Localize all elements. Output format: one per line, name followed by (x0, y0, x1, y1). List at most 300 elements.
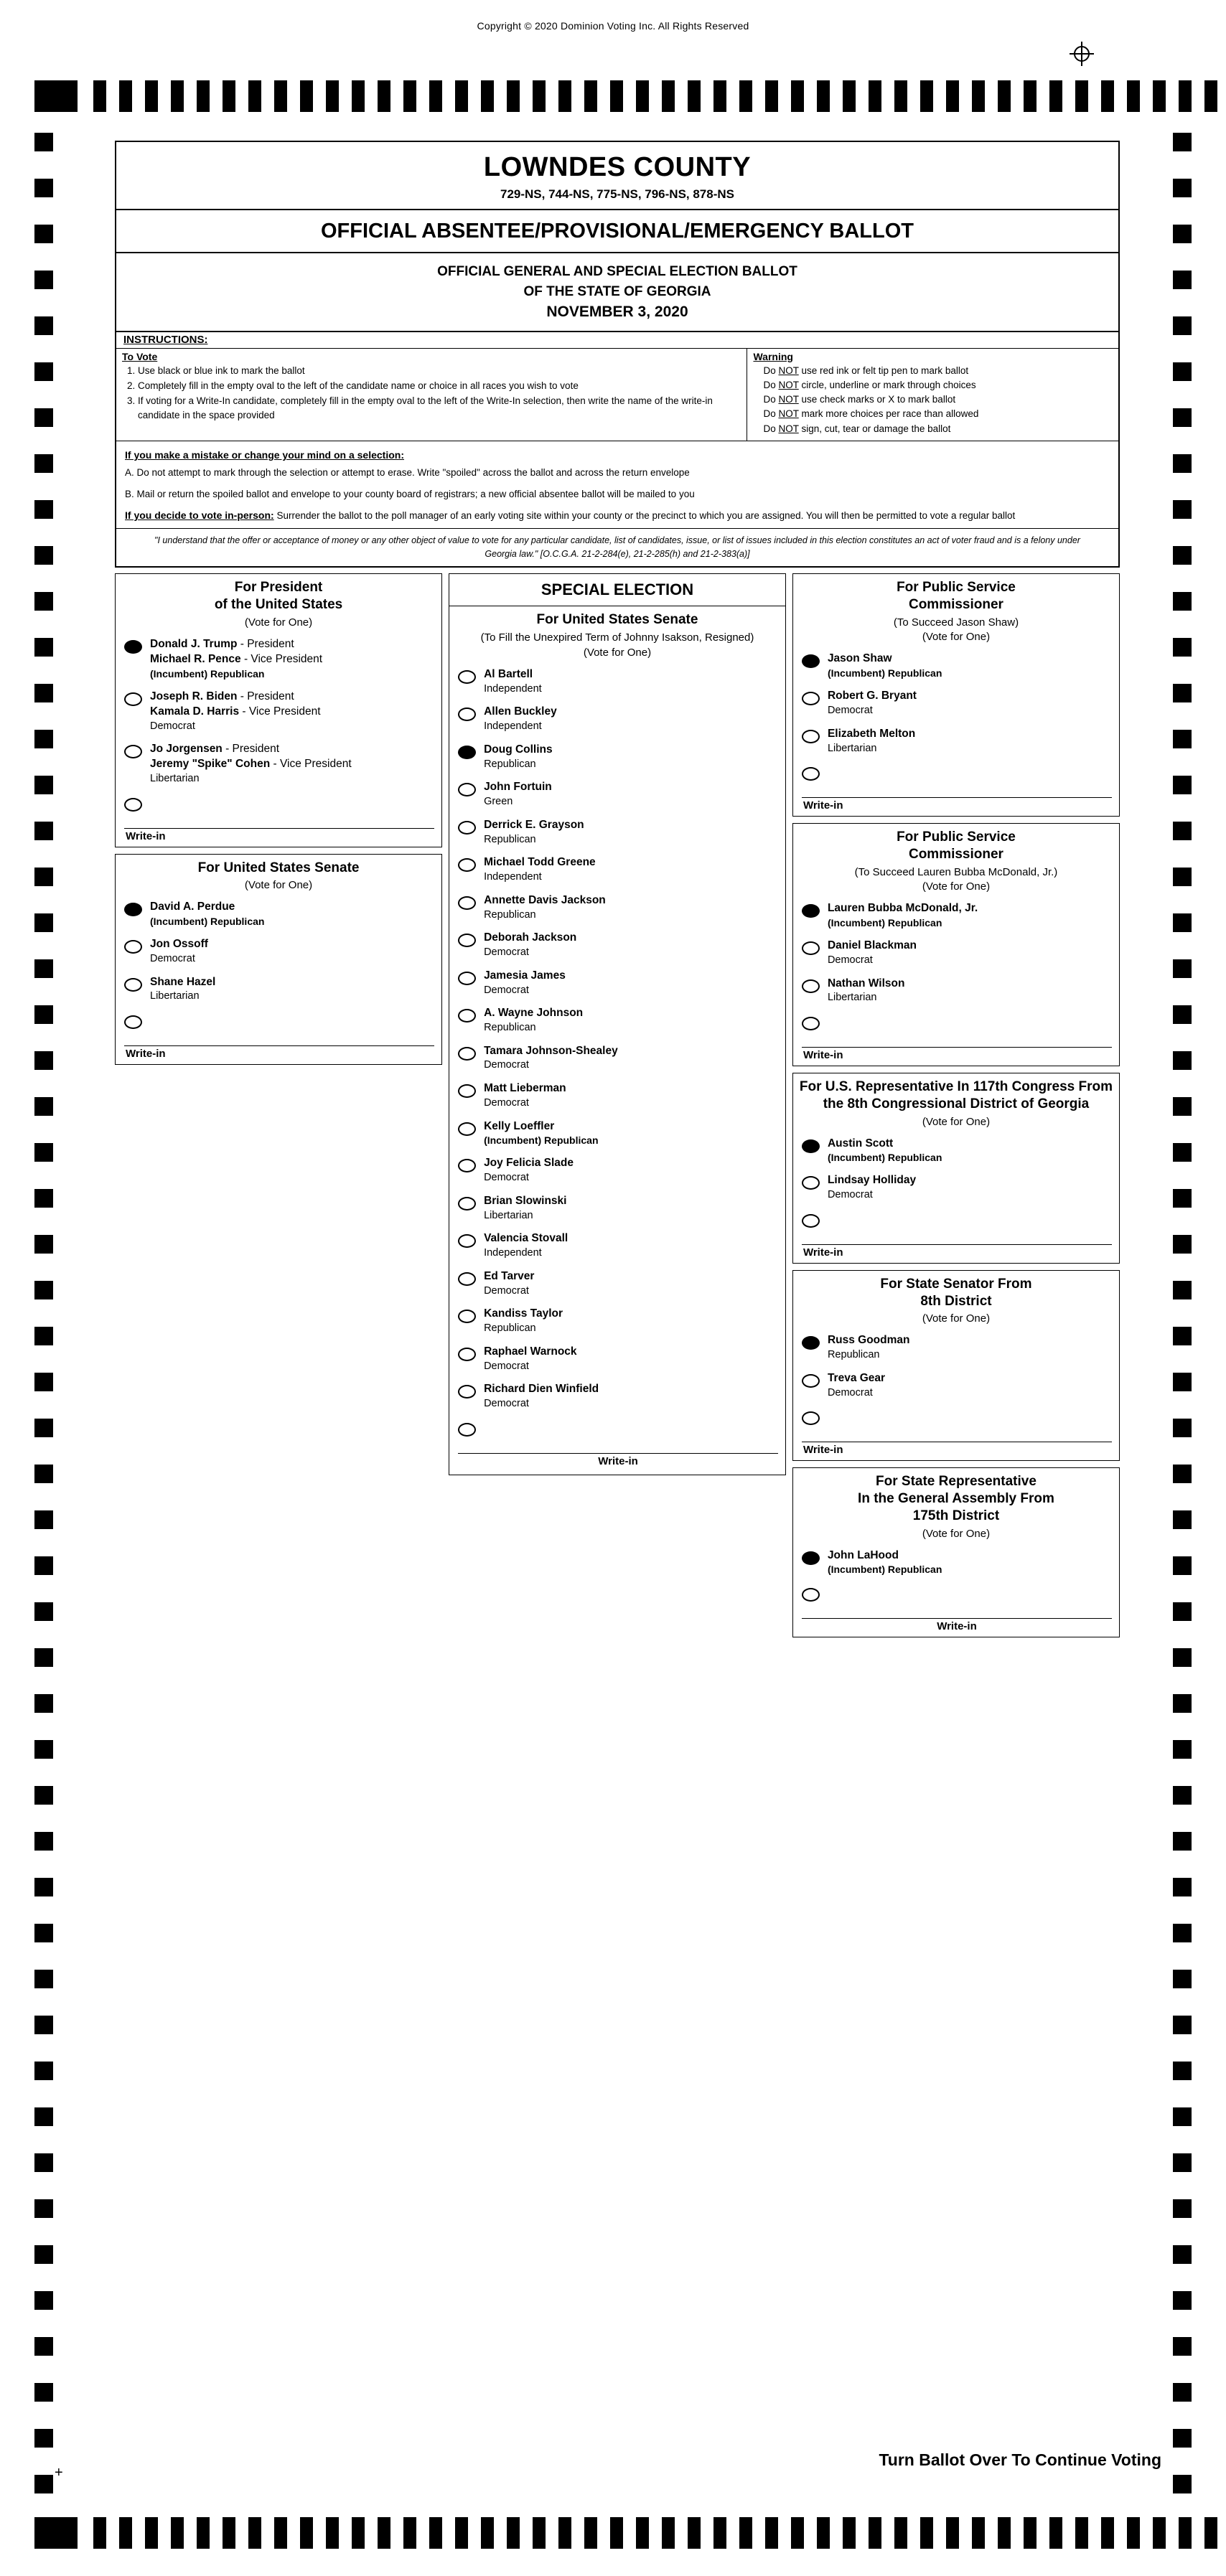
candidate-name-line: Jon Ossoff (150, 938, 208, 951)
candidate-choice[interactable] (449, 1152, 785, 1189)
ballot-body (115, 141, 1120, 1644)
write-in-line[interactable] (802, 1047, 1112, 1048)
candidate-info (484, 1119, 598, 1148)
contest-psc-mcdonald (792, 823, 1120, 1066)
oval-empty-icon[interactable] (458, 670, 476, 684)
write-in-choice[interactable] (793, 760, 1119, 794)
candidate-choice[interactable] (449, 1077, 785, 1114)
candidate-party: (Incumbent) Republican (484, 1134, 599, 1147)
candidate-party: Democrat (484, 1096, 529, 1109)
candidate-name-line: Russ Goodman (827, 1334, 910, 1347)
to-vote-item: 2. Completely fill in the empty oval to the left of the candidate name or choice in all races you wish to vote (138, 379, 741, 393)
write-in-choice[interactable] (793, 1404, 1119, 1439)
mistake-heading: If you make a mistake or change your mind on a selection: (125, 448, 404, 461)
candidate-name-line: Derrick E. Grayson (484, 818, 584, 831)
oval-filled-icon[interactable] (802, 1139, 820, 1153)
candidate-choice[interactable] (793, 1367, 1119, 1404)
oval-empty-icon[interactable] (124, 798, 142, 812)
write-in-line[interactable] (802, 1618, 1112, 1619)
write-in-choice[interactable] (449, 1416, 785, 1450)
candidate-choice[interactable] (793, 723, 1119, 760)
candidate-choice[interactable] (116, 685, 441, 738)
official-ballot-title: OFFICIAL ABSENTEE/PROVISIONAL/EMERGENCY BALLOT (116, 210, 1118, 253)
candidate-choice[interactable] (449, 926, 785, 964)
oval-empty-icon[interactable] (458, 1197, 476, 1211)
candidate-choice[interactable] (116, 933, 441, 970)
warning-item: Do NOT use check marks or X to mark ballot (763, 394, 956, 405)
candidate-name-line: Deborah Jackson (484, 931, 577, 944)
candidate-name-line: Kandiss Taylor (484, 1307, 563, 1320)
warning-item: Do NOT mark more choices per race than allowed (763, 408, 979, 420)
candidate-name-line: Doug Collins (484, 743, 553, 756)
oval-empty-icon[interactable] (458, 1159, 476, 1172)
candidate-name-line: Nathan Wilson (827, 977, 905, 989)
ballot-header (115, 141, 1120, 568)
candidate-choice[interactable] (449, 1340, 785, 1378)
oval-empty-icon[interactable] (124, 1015, 142, 1029)
warning-item: Do NOT sign, cut, tear or damage the ballot (763, 423, 951, 434)
warning-item: Do NOT use red ink or felt tip pen to mark ballot (763, 365, 969, 376)
oval-empty-icon[interactable] (458, 1084, 476, 1098)
write-in-line[interactable] (802, 1244, 1112, 1245)
oval-empty-icon[interactable] (124, 940, 142, 954)
oval-empty-icon[interactable] (458, 1385, 476, 1399)
oval-filled-icon[interactable] (458, 746, 476, 759)
candidate-party: Republican (484, 833, 536, 845)
write-in-label: Write-in (802, 1049, 843, 1062)
candidate-party: (Incumbent) Republican (827, 667, 942, 680)
contest-us-senate-special (449, 606, 785, 1471)
mistake-item-a: A. Do not attempt to mark through the selection or attempt to erase. Write "spoiled" across the ballot and across the return envelope (125, 467, 690, 479)
voter-fraud-oath: "I understand that the offer or acceptance of money or any other object of value to vote for any particular candidate, list of candidates, issue, or list of issues included in this election constitutes an act of voter fraud and is a felony under Georgia law." [O.C.G.A. 21-2-284(e), 21-2-285(h) and 21-2-383(a)] (116, 528, 1118, 567)
write-in-label: Write-in (126, 1048, 166, 1061)
candidate-choice[interactable] (449, 1378, 785, 1415)
candidate-name-line: Daniel Blackman (827, 939, 917, 952)
write-in-field[interactable] (449, 1450, 785, 1469)
candidate-name-line: Brian Slowinski (484, 1194, 567, 1207)
to-vote-list (116, 364, 747, 428)
to-vote-item: 3. If voting for a Write-In candidate, completely fill in the empty oval to the left of the Write-In selection, then write the name of the write-in candidate in the space provided (138, 394, 741, 423)
warning-heading: Warning (753, 350, 793, 362)
candidate-name-line: Valencia Stovall (484, 1232, 568, 1245)
vote-for-instruction: (Vote for One) (922, 1115, 991, 1128)
to-vote-item: 1. Use black or blue ink to mark the ballot (138, 364, 741, 378)
candidate-info (828, 977, 905, 1005)
candidate-name-line: Lauren Bubba McDonald, Jr. (827, 902, 978, 915)
candidate-choice[interactable] (793, 1169, 1119, 1206)
contest-title: For State Representative In the General Assembly From 175th District (858, 1474, 1054, 1523)
oval-empty-icon[interactable] (124, 745, 142, 758)
county-name: LOWNDES COUNTY (483, 152, 752, 182)
contest-us-rep-8 (792, 1073, 1120, 1264)
candidate-name-line: Jeremy "Spike" Cohen - Vice President (150, 758, 352, 771)
oval-empty-icon[interactable] (458, 972, 476, 985)
candidate-info (828, 652, 942, 680)
alignment-plus-mark: + (55, 2465, 63, 2481)
candidate-info (484, 1006, 583, 1035)
candidate-name-line: Richard Dien Winfield (484, 1383, 599, 1396)
candidate-choice[interactable] (793, 972, 1119, 1010)
candidate-name-line: Annette Davis Jackson (484, 893, 606, 906)
candidate-party: Republican (827, 1349, 880, 1361)
candidate-choice[interactable] (449, 889, 785, 926)
candidate-choice[interactable] (449, 700, 785, 738)
candidate-name-line: Jo Jorgensen - President (150, 743, 280, 756)
write-in-label: Write-in (802, 799, 843, 812)
precinct-codes: 729-NS, 744-NS, 775-NS, 796-NS, 878-NS (500, 187, 734, 201)
candidate-name-line: Robert G. Bryant (827, 690, 917, 702)
vote-for-instruction: (Vote for One) (922, 1527, 991, 1540)
to-vote-heading: To Vote (122, 350, 158, 362)
candidate-choice[interactable] (793, 1544, 1119, 1581)
candidate-party: Libertarian (484, 1209, 533, 1221)
write-in-line[interactable] (458, 1453, 778, 1454)
oval-empty-icon[interactable] (458, 1009, 476, 1023)
candidate-choice[interactable] (793, 647, 1119, 685)
oval-empty-icon[interactable] (458, 1423, 476, 1437)
copyright-notice: Copyright © 2020 Dominion Voting Inc. All Rights Reserved (477, 20, 749, 32)
write-in-label: Write-in (937, 1620, 977, 1633)
contest-title: For United States Senate (197, 860, 360, 875)
candidate-party: Democrat (484, 984, 529, 996)
mistake-item-b: B. Mail or return the spoiled ballot and envelope to your county board of registrars; a new official absentee ballot will be mailed to you (125, 488, 695, 499)
candidate-party: Democrat (484, 1172, 529, 1184)
oval-empty-icon[interactable] (124, 692, 142, 706)
candidate-info (484, 1382, 599, 1411)
candidate-choice[interactable] (449, 738, 785, 776)
candidate-choice[interactable] (449, 1115, 785, 1152)
write-in-choice[interactable] (793, 1581, 1119, 1615)
write-in-field[interactable] (793, 1241, 1119, 1260)
write-in-field[interactable] (793, 1044, 1119, 1063)
candidate-party: Democrat (484, 1284, 529, 1297)
oval-empty-icon[interactable] (802, 1017, 820, 1030)
candidate-choice[interactable] (449, 814, 785, 851)
write-in-label: Write-in (802, 1246, 843, 1259)
oval-empty-icon[interactable] (458, 858, 476, 872)
oval-empty-icon[interactable] (458, 1348, 476, 1361)
oval-empty-icon[interactable] (802, 692, 820, 705)
candidate-info (150, 900, 264, 929)
candidate-name-line: Treva Gear (827, 1371, 886, 1384)
candidate-party: Republican (484, 1021, 536, 1033)
contest-title: For Public Service Commissioner (897, 580, 1016, 613)
candidate-party: Democrat (827, 705, 873, 717)
election-date: NOVEMBER 3, 2020 (546, 304, 688, 321)
vote-for-instruction: (Vote for One) (922, 631, 991, 644)
warning-block (747, 349, 1118, 441)
write-in-label: Write-in (598, 1454, 638, 1467)
candidate-party: (Incumbent) Republican (150, 667, 265, 680)
candidate-name-line: Kelly Loeffler (484, 1119, 555, 1132)
oval-filled-icon[interactable] (802, 1551, 820, 1565)
candidate-choice[interactable] (449, 1002, 785, 1039)
candidate-choice[interactable] (449, 1302, 785, 1340)
candidate-name-line: Michael Todd Greene (484, 856, 596, 869)
candidate-info (828, 901, 978, 930)
oval-filled-icon[interactable] (124, 640, 142, 654)
oval-empty-icon[interactable] (458, 896, 476, 910)
candidate-name-line: David A. Perdue (150, 901, 235, 913)
candidate-party: Independent (484, 871, 542, 883)
candidate-party: Independent (484, 720, 542, 733)
oval-empty-icon[interactable] (802, 767, 820, 781)
candidate-choice[interactable] (793, 897, 1119, 934)
candidate-choice[interactable] (116, 738, 441, 790)
contest-subtitle: (To Fill the Unexpired Term of Johnny Isakson, Resigned) (480, 631, 754, 644)
candidate-party: Libertarian (150, 990, 200, 1002)
candidate-info (484, 1044, 618, 1073)
candidate-party: (Incumbent) Republican (827, 1564, 942, 1576)
candidate-info (484, 818, 584, 847)
candidate-party: Democrat (484, 1360, 529, 1372)
candidate-name-line: Jamesia James (484, 969, 566, 982)
candidate-info (484, 969, 566, 997)
candidate-party: Republican (484, 1322, 536, 1335)
candidate-party: Republican (484, 908, 536, 921)
registration-mark-icon (1070, 42, 1094, 66)
oval-empty-icon[interactable] (458, 1272, 476, 1286)
oval-empty-icon[interactable] (802, 1588, 820, 1602)
candidate-info (828, 1173, 916, 1202)
oval-empty-icon[interactable] (802, 1411, 820, 1425)
oval-empty-icon[interactable] (802, 1214, 820, 1228)
write-in-label: Write-in (802, 1444, 843, 1457)
oval-empty-icon[interactable] (124, 978, 142, 992)
write-in-field[interactable] (793, 1439, 1119, 1457)
write-in-field[interactable] (793, 794, 1119, 813)
contest-subtitle: (To Succeed Jason Shaw) (893, 616, 1019, 629)
contest-title: For U.S. Representative In 117th Congress From the 8th Congressional District of Georgia (799, 1079, 1113, 1111)
ballot-subtitle (116, 253, 1118, 331)
column-left (115, 573, 442, 1071)
write-in-line[interactable] (124, 1045, 434, 1046)
oval-empty-icon[interactable] (458, 821, 476, 835)
candidate-party: Libertarian (150, 772, 200, 784)
candidate-info (484, 1194, 566, 1223)
contest-state-senator-8 (792, 1270, 1120, 1461)
candidate-party: (Incumbent) Republican (150, 916, 265, 928)
vote-for-instruction: (Vote for One) (244, 616, 313, 629)
candidate-party: (Incumbent) Republican (827, 917, 942, 929)
candidate-party: Democrat (484, 1398, 529, 1410)
write-in-field[interactable] (793, 1615, 1119, 1634)
oval-empty-icon[interactable] (458, 1310, 476, 1323)
candidate-party: Democrat (827, 954, 873, 966)
candidate-name-line: Joseph R. Biden - President (150, 690, 294, 702)
write-in-choice[interactable] (793, 1207, 1119, 1241)
candidate-choice[interactable] (449, 964, 785, 1002)
oval-filled-icon[interactable] (802, 904, 820, 918)
vote-for-instruction: (Vote for One) (583, 646, 652, 659)
candidate-name-line: Raphael Warnock (484, 1345, 577, 1358)
candidate-info (828, 1548, 942, 1577)
candidate-choice[interactable] (793, 685, 1119, 722)
instructions-block (116, 348, 1118, 441)
candidate-choice[interactable] (793, 1329, 1119, 1366)
oval-empty-icon[interactable] (802, 1176, 820, 1190)
candidate-name-line: Michael R. Pence - Vice President (150, 652, 323, 665)
oval-empty-icon[interactable] (458, 783, 476, 796)
contest-us-senate (115, 854, 442, 1066)
candidate-party: Democrat (484, 946, 529, 959)
candidate-party: Green (484, 796, 513, 808)
candidate-name-line: John Fortuin (484, 781, 552, 794)
timing-marks-left (34, 133, 53, 2521)
candidate-info (828, 689, 917, 718)
candidate-choice[interactable] (116, 896, 441, 933)
write-in-field[interactable] (116, 825, 441, 844)
ballot-subtitle-line1: OFFICIAL GENERAL AND SPECIAL ELECTION BALLOT (437, 264, 797, 279)
candidate-info (484, 743, 553, 771)
candidate-party: Democrat (150, 720, 195, 732)
contest-subtitle: (To Succeed Lauren Bubba McDonald, Jr.) (854, 865, 1058, 878)
mistake-notes (116, 441, 1118, 528)
candidate-info (828, 1137, 942, 1165)
candidate-choice[interactable] (449, 1190, 785, 1227)
candidate-info (828, 1371, 885, 1400)
column-middle (449, 573, 786, 1481)
candidate-party: Libertarian (827, 742, 877, 754)
candidate-choice[interactable] (449, 663, 785, 700)
candidate-choice[interactable] (449, 1227, 785, 1264)
contest-title: For Public Service Commissioner (897, 829, 1016, 862)
candidate-name-line: Lindsay Holliday (827, 1174, 917, 1187)
candidate-party: Republican (484, 758, 536, 770)
candidate-name-line: Ed Tarver (484, 1269, 535, 1282)
candidate-choice[interactable] (449, 851, 785, 888)
candidate-party: Democrat (827, 1386, 873, 1399)
candidate-info (150, 637, 322, 681)
candidate-party: Democrat (484, 1059, 529, 1071)
oval-empty-icon[interactable] (458, 1122, 476, 1136)
candidate-party: Independent (484, 682, 542, 695)
column-right (792, 573, 1120, 1644)
candidate-info (150, 742, 352, 786)
candidate-info (484, 931, 576, 959)
candidate-choice[interactable] (793, 934, 1119, 972)
inperson-heading: If you decide to vote in-person: (125, 509, 274, 522)
candidate-name-line: Elizabeth Melton (827, 727, 916, 740)
candidate-name-line: Matt Lieberman (484, 1082, 566, 1095)
warning-list (747, 364, 1118, 441)
write-in-label: Write-in (126, 829, 166, 842)
contest-title: For President of the United States (214, 580, 343, 613)
contest-president (115, 573, 442, 847)
candidate-name-line: Kamala D. Harris - Vice President (150, 705, 321, 718)
oval-filled-icon[interactable] (124, 903, 142, 916)
oval-filled-icon[interactable] (802, 654, 820, 668)
timing-marks-top (34, 80, 1192, 112)
instructions-label: INSTRUCTIONS: (116, 331, 1118, 348)
timing-marks-right (1173, 133, 1192, 2521)
candidate-name-line: Al Bartell (484, 667, 533, 680)
candidate-name-line: John LaHood (827, 1548, 899, 1561)
warning-item: Do NOT circle, underline or mark through choices (763, 379, 976, 390)
candidate-info (484, 705, 557, 733)
oval-empty-icon[interactable] (458, 1047, 476, 1061)
candidate-info (484, 1307, 563, 1335)
candidate-party: (Incumbent) Republican (827, 1152, 942, 1164)
oval-filled-icon[interactable] (802, 1336, 820, 1350)
candidate-info (828, 1333, 910, 1362)
candidate-party: Democrat (150, 952, 195, 964)
candidate-info (484, 1081, 566, 1110)
candidate-name-line: Jason Shaw (827, 652, 892, 665)
oval-empty-icon[interactable] (802, 979, 820, 993)
write-in-field[interactable] (116, 1043, 441, 1061)
candidate-choice[interactable] (449, 776, 785, 813)
contest-psc-shaw (792, 573, 1120, 817)
candidate-info (828, 939, 917, 967)
oval-empty-icon[interactable] (458, 934, 476, 947)
contest-title: For United States Senate (536, 612, 698, 628)
candidate-info (150, 975, 215, 1004)
candidate-info (150, 937, 208, 966)
candidate-name-line: Tamara Johnson-Shealey (484, 1044, 618, 1057)
vote-for-instruction: (Vote for One) (922, 1312, 991, 1325)
write-in-line[interactable] (802, 797, 1112, 798)
write-in-choice[interactable] (116, 791, 441, 825)
special-election-heading: SPECIAL ELECTION (449, 574, 785, 606)
candidate-info (484, 855, 596, 884)
candidate-choice[interactable] (793, 1132, 1119, 1170)
candidate-party: Democrat (827, 1189, 873, 1201)
contest-state-rep-175 (792, 1467, 1120, 1637)
candidate-name-line: Shane Hazel (150, 975, 216, 988)
special-election-section (449, 573, 786, 1475)
candidate-party: Independent (484, 1247, 542, 1259)
turn-over-notice: Turn Ballot Over To Continue Voting (879, 2450, 1161, 2469)
candidate-name-line: Donald J. Trump - President (150, 637, 294, 650)
candidate-info (484, 780, 552, 809)
contest-columns (115, 573, 1120, 1644)
candidate-info (484, 1156, 574, 1185)
candidate-info (484, 1269, 534, 1298)
write-in-choice[interactable] (116, 1008, 441, 1043)
candidate-name-line: Allen Buckley (484, 705, 557, 718)
candidate-info (484, 667, 542, 696)
vote-for-instruction: (Vote for One) (922, 880, 991, 893)
candidate-info (150, 690, 321, 733)
oval-empty-icon[interactable] (802, 1374, 820, 1388)
candidate-info (484, 1345, 577, 1373)
to-vote-block (116, 349, 747, 441)
inperson-text: Surrender the ballot to the poll manager of an early voting site within your county or the precinct to which you are assigned. You will then be permitted to vote a regular ballot (276, 510, 1016, 522)
oval-empty-icon[interactable] (802, 730, 820, 743)
candidate-choice[interactable] (116, 633, 441, 685)
candidate-party: Libertarian (827, 992, 877, 1004)
candidate-name-line: Austin Scott (827, 1137, 894, 1150)
oval-empty-icon[interactable] (802, 941, 820, 955)
write-in-choice[interactable] (793, 1010, 1119, 1044)
candidate-choice[interactable] (116, 971, 441, 1008)
write-in-line[interactable] (124, 828, 434, 829)
candidate-name-line: Joy Felicia Slade (484, 1157, 574, 1170)
oval-empty-icon[interactable] (458, 1234, 476, 1248)
vote-for-instruction: (Vote for One) (244, 879, 313, 892)
candidate-info (484, 1231, 568, 1260)
timing-marks-bottom (34, 2517, 1192, 2549)
ballot-subtitle-line2: OF THE STATE OF GEORGIA (523, 283, 711, 299)
oval-empty-icon[interactable] (458, 708, 476, 721)
contest-title: For State Senator From 8th District (880, 1276, 1032, 1309)
candidate-choice[interactable] (449, 1040, 785, 1077)
candidate-info (828, 727, 915, 756)
candidate-name-line: A. Wayne Johnson (484, 1007, 584, 1020)
candidate-info (484, 893, 606, 922)
candidate-choice[interactable] (449, 1265, 785, 1302)
